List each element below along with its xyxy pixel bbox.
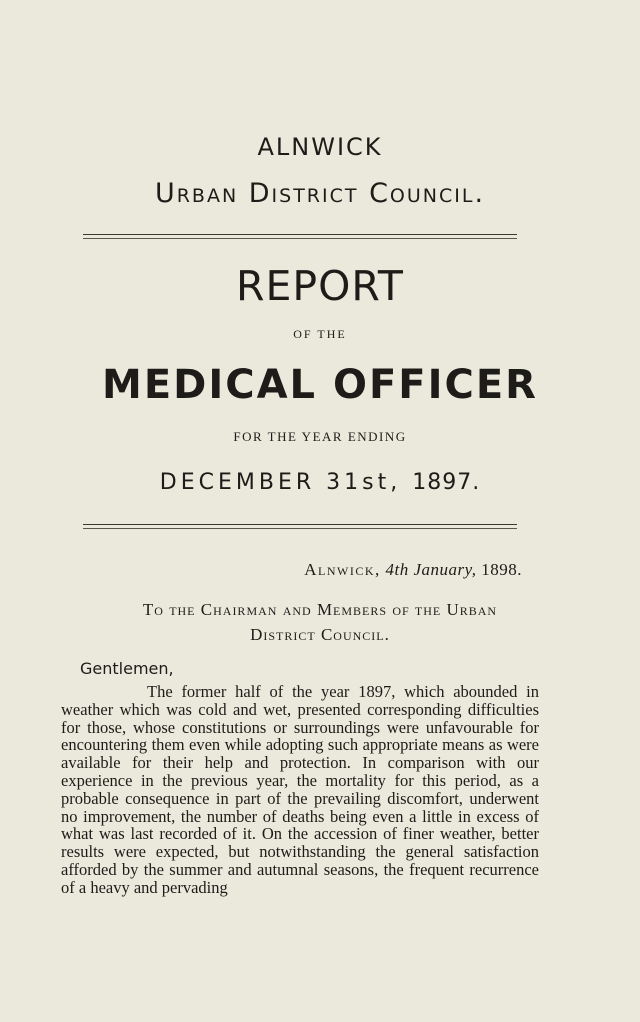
dateline-year: 1898. (481, 560, 522, 579)
council-type: Urban District Council. (154, 178, 486, 209)
letter-address (60, 597, 580, 647)
divider-rule (83, 238, 517, 239)
address-line: District Council. (250, 625, 390, 644)
year-date (0, 470, 640, 495)
letter-salutation: Gentlemen, (80, 659, 174, 678)
officer-title: MEDICAL OFFICER (102, 362, 538, 408)
letter-dateline (304, 560, 522, 580)
year-date-year: 1897. (412, 470, 481, 495)
dateline-place: Alnwick, (304, 560, 381, 579)
divider-rule (83, 234, 517, 235)
of-the-label: OF THE (293, 327, 347, 341)
divider-rule (83, 528, 517, 529)
dateline-date: 4th January, (385, 560, 477, 579)
year-ending-label: FOR THE YEAR ENDING (233, 429, 407, 444)
council-name: ALNWICK (257, 133, 383, 161)
year-date-main: DECEMBER 31st, (159, 470, 402, 495)
report-title: REPORT (236, 262, 404, 310)
address-line: To the Chairman and Members of the Urban (142, 600, 498, 619)
letter-body-paragraph: The former half of the year 1897, which abounded in weather which was cold and wet, presented corresponding difficulties for those, whose constitutions or surroundings were unfavourable for encountering them even while adopting such appropriate means as were available for their help and protection. In comparison with our experience in the previous year, the mortality for this period, as a probable consequence in part of the prevailing discomfort, underwent no improvement, the number of deaths being even a little in excess of what was last recorded of it. On the accession of finer weather, better results were expected, but notwithstanding the general satisfaction afforded by the summer and autumnal seasons, the frequent recurrence of a heavy and pervading (61, 682, 539, 897)
divider-rule (83, 524, 517, 525)
